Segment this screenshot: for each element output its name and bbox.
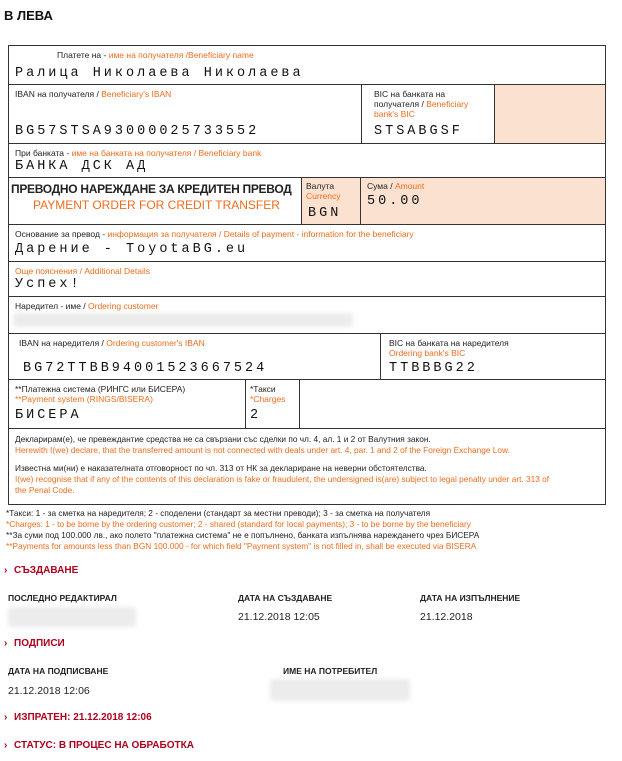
- payment-system-cell: [8, 379, 246, 429]
- additional-details-value: Успех!: [15, 277, 82, 292]
- beneficiary-bank-cell: [8, 143, 606, 178]
- section-creation-toggle[interactable]: › СЪЗДАВАНЕ: [4, 565, 79, 576]
- ordering-customer-cell: [8, 296, 606, 334]
- amount-value: 50.00: [367, 194, 423, 209]
- amount-label: Сума / Amount: [367, 181, 425, 191]
- payment-reason-value: Дарение - ToyotaBG.eu: [15, 242, 249, 257]
- chevron-right-icon: ›: [4, 740, 8, 751]
- payment-reason-label: Основание за превод - информация за получателя / Details of payment - information for the beneficiary: [15, 229, 414, 239]
- additional-details-label: Още пояснения / Additional Details: [15, 266, 151, 276]
- payment-system-label: **Платежна система (РИНГС или БИСЕРА) **Payment system (RINGS/BISERA): [15, 384, 186, 404]
- form-title-bg: ПРЕВОДНО НАРЕЖДАНЕ ЗА КРЕДИТЕН ПРЕВОД: [11, 182, 292, 196]
- shaded-cell: [494, 84, 606, 144]
- declaration-cell: [8, 428, 606, 505]
- payment-reason-cell: [8, 224, 606, 262]
- ordering-iban-label: IBAN на наредителя / Ordering customer's IBAN: [19, 338, 205, 348]
- beneficiary-label: Платете на - име на получателя /Beneficiary name: [57, 50, 254, 60]
- beneficiary-bank-value: БАНКА ДСК АД: [15, 159, 149, 174]
- currency-value: BGN: [308, 206, 342, 221]
- section-signatures-toggle[interactable]: › ПОДПИСИ: [4, 638, 65, 649]
- chevron-right-icon: ›: [4, 638, 8, 649]
- chevron-right-icon: ›: [4, 565, 8, 576]
- signed-date-value: 21.12.2018 12:06: [8, 685, 90, 697]
- footnotes: *Такси: 1 - за сметка на наредителя; 2 - споделени (стандарт за местни преводи); 3 - за сметка на получателя *Charges: 1 - to be borne by the ordering customer; 2 - shared (standard for local payments); 3 - to be borne by the beneficiary **За суми под 100.000 лв., ако полето "платежна система" не е попълнено, банката изпълнява нареждането чрез БИСЕРА **Payments for amounts less than BGN 100.000 - for which field "Payment system" is not filled in, shall be executed via BISERA: [6, 508, 480, 551]
- beneficiary-name-value: Ралица Николаева Николаева: [15, 66, 304, 81]
- user-name-label: ИМЕ НА ПОТРЕБИТЕЛ: [283, 666, 378, 676]
- created-date-value: 21.12.2018 12:05: [238, 611, 320, 623]
- beneficiary-iban-label: IBAN на получателя / Beneficiary's IBAN: [15, 89, 172, 99]
- payment-system-value: БИСЕРА: [15, 408, 82, 423]
- execution-date-label: ДАТА НА ИЗПЪЛНЕНИЕ: [420, 593, 521, 603]
- beneficiary-bic-label: BIC на банката на получателя / Beneficiary bank's BIC: [374, 89, 469, 119]
- beneficiary-bic-cell: [361, 84, 495, 144]
- created-date-label: ДАТА НА СЪЗДАВАНЕ: [238, 593, 333, 603]
- ordering-iban-cell: [8, 333, 381, 380]
- section-status-toggle[interactable]: › СТАТУС: В ПРОЦЕС НА ОБРАБОТКА: [4, 740, 194, 751]
- empty-cell: [299, 379, 606, 429]
- ordering-bic-label: BIC на банката на наредителя Ordering bank's BIC: [389, 338, 509, 358]
- currency-cell: [301, 177, 361, 225]
- form-title-cell: [8, 177, 302, 225]
- form-title-en: PAYMENT ORDER FOR CREDIT TRANSFER: [33, 198, 280, 212]
- ordering-bic-cell: [380, 333, 606, 380]
- execution-date-value: 21.12.2018: [420, 611, 473, 623]
- signed-date-label: ДАТА НА ПОДПИСВАНЕ: [8, 666, 109, 676]
- beneficiary-bic-value: STSABGSF: [374, 124, 463, 139]
- beneficiary-bank-label: При банката - име на банката на получателя / Beneficiary bank: [15, 148, 262, 158]
- amount-cell: [360, 177, 606, 225]
- last-edited-label: ПОСЛЕДНО РЕДАКТИРАЛ: [8, 593, 117, 603]
- ordering-customer-label: Наредител - име / Ordering customer: [15, 301, 159, 311]
- page-title: В ЛЕВА: [4, 8, 53, 23]
- additional-details-cell: [8, 261, 606, 297]
- section-sent-toggle[interactable]: › ИЗПРАТЕН: 21.12.2018 12:06: [4, 712, 152, 723]
- charges-cell: [245, 379, 300, 429]
- beneficiary-iban-value: BG57STSA93000025733552: [15, 124, 260, 139]
- charges-label: *Такси *Charges: [250, 384, 286, 404]
- beneficiary-iban-cell: [8, 84, 362, 144]
- beneficiary-cell: [8, 45, 606, 85]
- ordering-bic-value: TTBBBG22: [389, 361, 478, 376]
- last-edited-redacted: [8, 607, 136, 627]
- user-name-redacted: [270, 679, 410, 701]
- charges-value: 2: [250, 408, 262, 423]
- currency-label: Валута Currency: [306, 181, 341, 201]
- declaration-text: Декларирам(е), че превеждантие средства не са свързани със сделки по чл. 4, ал. 1 и 2 от Валутния закон. Herewith I(we) declare, that the transferred amount is not connected with deals under art. 4, par. 1 and 2 of the Foreign Exchange Low. Известна ми(ни) е наказателната отговорност по чл. 313 от НК за деклариране на неверни обстоятелства. I(we) recognise that if any of the contents of this declaration is fake or fraudulent, the undersigned is(are) subject to legal penalty under art. 313 of the Penal Code.: [15, 434, 550, 495]
- chevron-right-icon: ›: [4, 712, 8, 723]
- ordering-iban-value: BG72TTBB94001523667524: [23, 361, 268, 376]
- ordering-customer-redacted: [13, 313, 353, 327]
